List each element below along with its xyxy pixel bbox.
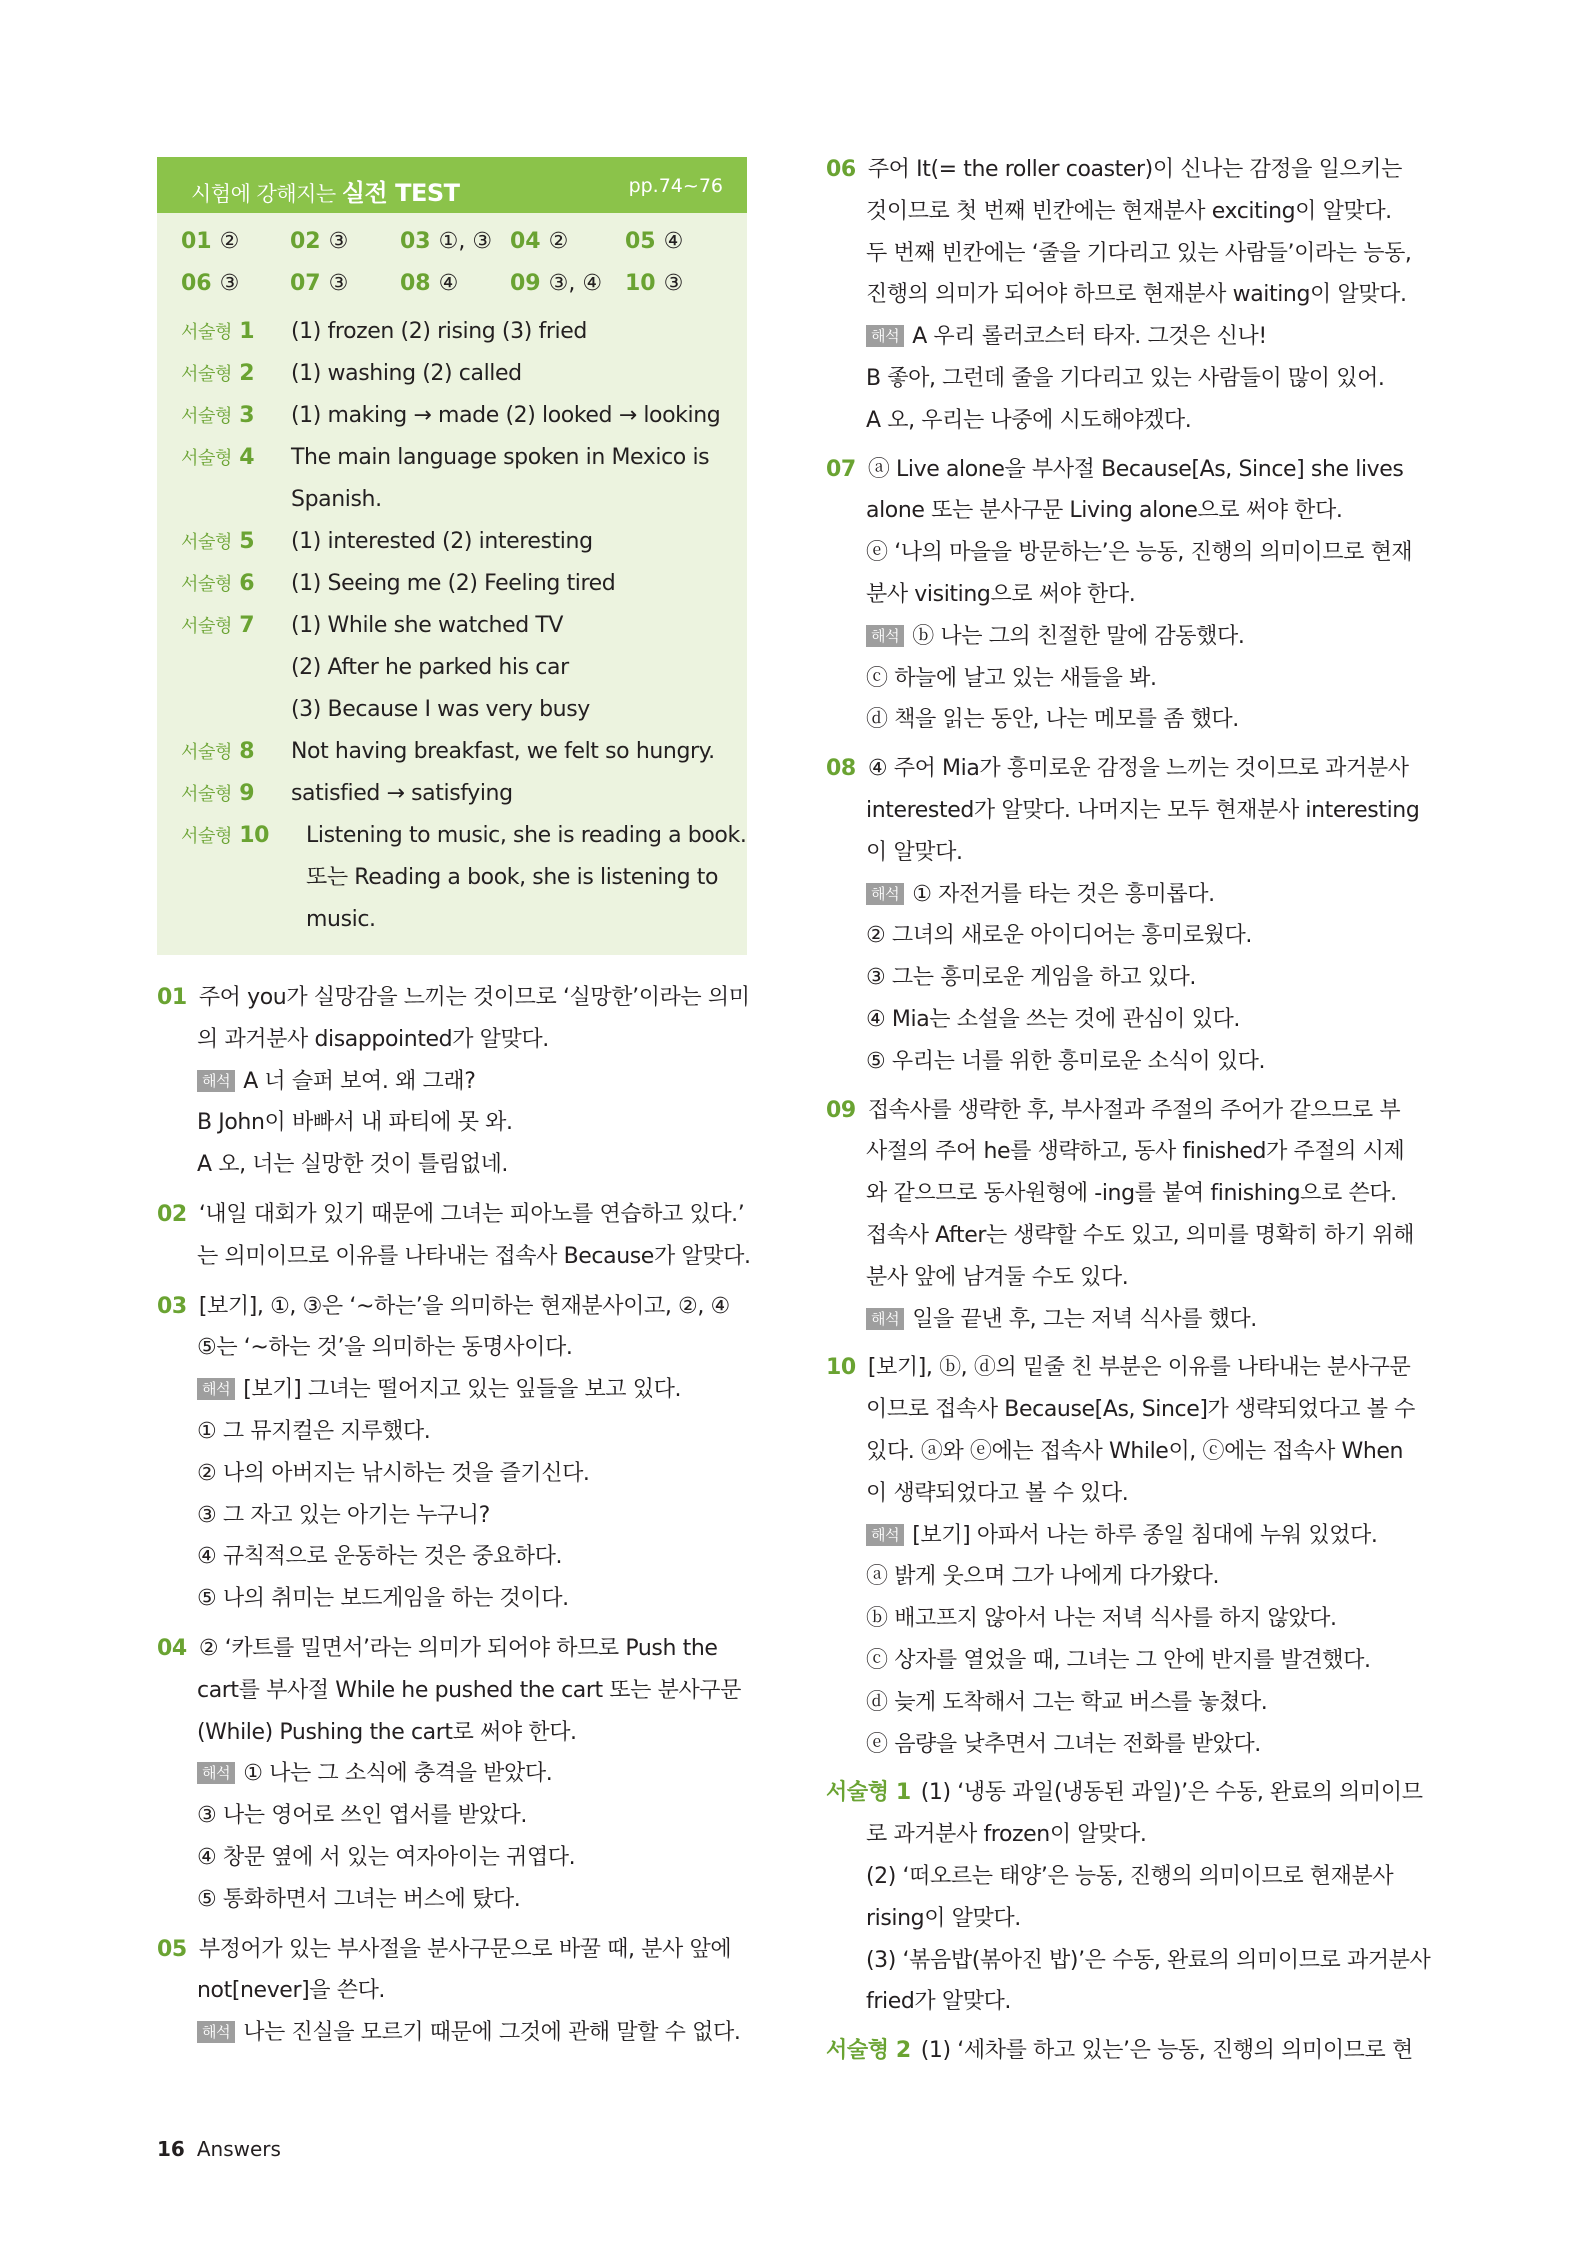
explanation-line	[866, 538, 1412, 568]
mc-answer-value: ③	[663, 271, 684, 296]
explanation-text: ⓓ 늦게 도착해서 그는 학교 버스를 놓쳤다.	[866, 1689, 1268, 1715]
explanation-line	[866, 1862, 1393, 1892]
explanation-start	[826, 455, 1404, 485]
written-number: 2	[231, 361, 255, 386]
explanation-start	[157, 983, 750, 1013]
written-answer-line	[181, 359, 741, 389]
explanation-line	[197, 1417, 430, 1447]
explanation-line	[197, 1150, 508, 1180]
mc-answer: 05 ④	[625, 229, 684, 254]
explanation-text: 일을 끝낸 후, 그는 저녁 식사를 했다.	[912, 1306, 1257, 1332]
explanation-text: 로 과거분사 frozen이 알맞다.	[866, 1822, 1147, 1848]
explanation-line	[866, 1730, 1261, 1760]
explanation-text: ⓑ 나는 그의 친절한 말에 감동했다.	[912, 623, 1245, 649]
explanation-text: ② 나의 아버지는 낚시하는 것을 즐기신다.	[197, 1460, 590, 1486]
explanation-text: not[never]을 쓴다.	[197, 1978, 386, 2004]
written-tag: 서술형 6	[181, 571, 255, 596]
explanation-start	[826, 155, 1402, 185]
explanation-text: ⑤ 우리는 너를 위한 흥미로운 소식이 있다.	[866, 1048, 1266, 1074]
explanation-start	[157, 1292, 730, 1322]
written-answer-text: (1) making → made (2) looked → looking	[291, 403, 721, 428]
explanation-line	[197, 1584, 569, 1614]
explanation-line	[866, 1221, 1414, 1251]
mc-answer-value: ③	[219, 271, 240, 296]
written-tag: 서술형 3	[181, 403, 255, 428]
explanation-line	[197, 1459, 590, 1489]
explanation-text: ① 자전거를 타는 것은 흥미롭다.	[912, 881, 1215, 907]
explanation-text: cart를 부사절 While he pushed the cart 또는 분사구문	[197, 1677, 742, 1703]
explanation-text: 두 번째 빈칸에는 ‘줄을 기다리고 있는 사람들’이라는 능동,	[866, 240, 1412, 266]
explanation-line	[866, 1263, 1128, 1293]
explanation-line	[866, 1137, 1404, 1167]
explanation-start	[157, 1634, 718, 1664]
written-answer-line	[181, 863, 741, 893]
explanation-text: ⓐ Live alone을 부사절 Because[As, Since] she lives	[867, 456, 1404, 482]
written-number: 10	[231, 823, 270, 848]
written-answer-text: music.	[306, 907, 376, 932]
written-answer-line	[181, 905, 741, 935]
explanation-text: 분사 visiting으로 써야 한다.	[866, 582, 1136, 607]
explanation-text: ⓑ 배고프지 않아서 나는 저녁 식사를 하지 않았다.	[866, 1606, 1337, 1632]
explanation-line	[866, 1904, 1021, 1934]
explanation-line	[866, 705, 1239, 735]
mc-answer: 04 ②	[510, 229, 569, 254]
written-tag: 서술형 10	[181, 823, 270, 848]
explanation-text: ⓒ 상자를 열었을 때, 그녀는 그 안에 반지를 발견했다.	[866, 1648, 1371, 1673]
explanation-start	[826, 1096, 1400, 1126]
mc-answer-value: ②	[219, 229, 240, 254]
explanation-line	[197, 1501, 490, 1531]
explanation-text: ④ 주어 Mia가 흥미로운 감정을 느끼는 것이므로 과거분사	[867, 756, 1409, 782]
explanation-text: A 오, 너는 실망한 것이 틀림없네.	[197, 1152, 509, 1178]
written-answer-line	[181, 569, 741, 599]
explanation-line	[197, 1801, 527, 1831]
explanation-text: ④ Mia는 소설을 쓰는 것에 관심이 있다.	[866, 1007, 1240, 1032]
written-answer-text: Listening to music, she is reading a book.	[306, 823, 747, 848]
question-number: 05	[157, 1936, 187, 1962]
explanation-text: [보기], ①, ③은 ‘~하는’을 의미하는 현재분사이고, ②, ④	[198, 1293, 730, 1319]
written-number: 7	[231, 613, 255, 638]
mc-answer: 06 ③	[181, 271, 240, 296]
explanation-line	[866, 197, 1392, 227]
mc-answer: 03 ①, ③	[400, 229, 493, 254]
explanation-line	[866, 1437, 1403, 1467]
mc-answer: 02 ③	[290, 229, 349, 254]
mc-answer-value: ④	[663, 229, 684, 254]
explanation-text: ⓓ 책을 읽는 동안, 나는 메모를 좀 했다.	[866, 707, 1239, 733]
explanation-text: ‘내일 대회가 있기 때문에 그녀는 피아노를 연습하고 있다.’	[198, 1202, 745, 1227]
explanation-text: 주어 you가 실망감을 느끼는 것이므로 ‘실망한’이라는 의미	[198, 985, 750, 1010]
written-number: 6	[231, 571, 255, 596]
explanation-text: ⑤ 통화하면서 그녀는 버스에 탔다.	[197, 1886, 521, 1912]
explanation-text: 있다. ⓐ와 ⓔ에는 접속사 While이, ⓒ에는 접속사 When	[866, 1439, 1404, 1464]
explanation-line	[866, 880, 1215, 910]
explanation-line	[197, 1718, 577, 1748]
explanation-line	[866, 622, 1244, 652]
explanation-text: 부정어가 있는 부사절을 분사구문으로 바꿀 때, 분사 앞에	[198, 1936, 732, 1962]
explanation-text: ⓒ 하늘에 날고 있는 새들을 봐.	[866, 665, 1157, 691]
explanation-line	[866, 496, 1342, 526]
explanation-text: (While) Pushing the cart로 써야 한다.	[197, 1719, 577, 1745]
explanation-text: (1) ‘세차를 하고 있는’은 능동, 진행의 의미이므로 현	[920, 2038, 1413, 2064]
explanation-line	[866, 1179, 1397, 1209]
mc-answer: 09 ③, ④	[510, 271, 603, 296]
explanation-text: A 오, 우리는 나중에 시도해야겠다.	[866, 407, 1192, 433]
written-answer-line	[181, 401, 741, 431]
explanation-text: (1) ‘냉동 과일(냉동된 과일)’은 수동, 완료의 의미이므	[920, 1780, 1423, 1806]
explanation-text: 이 알맞다.	[866, 839, 963, 865]
explanation-text: ⓐ 밝게 웃으며 그가 나에게 다가왔다.	[866, 1564, 1220, 1590]
question-number: 서술형 2	[826, 2038, 911, 2064]
written-answer-text: Spanish.	[291, 487, 382, 512]
question-number: 서술형 1	[826, 1780, 911, 1806]
explanation-line	[866, 406, 1191, 436]
explanation-line	[197, 1976, 385, 2006]
translation-label: 해석	[197, 1070, 235, 1092]
written-answer-line	[181, 485, 741, 515]
explanation-line	[866, 1521, 1378, 1551]
explanation-text: ③ 나는 영어로 쓰인 엽서를 받았다.	[197, 1803, 527, 1829]
explanation-text: 접속사 After는 생략할 수도 있고, 의미를 명확히 하기 위해	[866, 1223, 1415, 1248]
written-answer-text: satisfied → satisfying	[291, 781, 513, 806]
explanation-line	[866, 364, 1385, 394]
explanation-text: ① 나는 그 소식에 충격을 받았다.	[243, 1761, 553, 1787]
explanation-start	[826, 1353, 1410, 1383]
explanation-text: 나는 진실을 모르기 때문에 그것에 관해 말할 수 없다.	[243, 2020, 741, 2046]
written-number: 8	[231, 739, 255, 764]
written-answer-text: 또는 Reading a book, she is listening to	[306, 865, 719, 890]
written-answer-line	[181, 527, 741, 557]
explanation-line	[197, 1108, 513, 1138]
written-tag: 서술형 1	[181, 319, 255, 344]
written-answer-line	[181, 443, 741, 473]
question-number: 10	[826, 1355, 856, 1381]
explanation-text: 이 생략되었다고 볼 수 있다.	[866, 1480, 1129, 1506]
question-number: 09	[826, 1097, 856, 1123]
explanation-line	[866, 963, 1196, 993]
question-number: 01	[157, 985, 187, 1010]
mc-answer-value: ④	[438, 271, 459, 296]
translation-label: 해석	[866, 1308, 904, 1330]
written-tag: 서술형 5	[181, 529, 255, 554]
explanation-text: A 우리 롤러코스터 타자. 그것은 신나!	[912, 324, 1267, 350]
explanation-line	[197, 1333, 572, 1363]
written-number: 4	[231, 445, 255, 470]
explanation-text: (3) ‘볶음밥(볶아진 밥)’은 수동, 완료의 의미이므로 과거분사	[866, 1947, 1431, 1973]
footer-label: Answers	[196, 2137, 281, 2161]
mc-answer-value: ②	[548, 229, 569, 254]
question-number: 08	[826, 756, 856, 782]
written-answer-text: (1) While she watched TV	[291, 613, 564, 638]
explanation-line	[866, 1646, 1371, 1676]
explanation-line	[866, 1562, 1219, 1592]
explanation-text: ② 그녀의 새로운 아이디어는 흥미로웠다.	[866, 923, 1252, 949]
explanation-text: ⑤는 ‘~하는 것’을 의미하는 동명사이다.	[197, 1335, 573, 1361]
written-answer-line	[181, 779, 741, 809]
translation-label: 해석	[866, 625, 904, 647]
translation-label: 해석	[866, 1524, 904, 1546]
explanation-start	[826, 754, 1409, 784]
explanation-text: 이므로 접속사 Because[As, Since]가 생략되었다고 볼 수	[866, 1397, 1416, 1423]
explanation-text: B John이 바빠서 내 파티에 못 와.	[197, 1110, 513, 1136]
explanation-text: ③ 그 자고 있는 아기는 누구니?	[197, 1502, 490, 1528]
written-answer-text: (3) Because I was very busy	[291, 697, 590, 722]
written-answer-text: (1) Seeing me (2) Feeling tired	[291, 571, 616, 596]
explanation-line	[866, 1820, 1146, 1850]
mc-answer-value: ③	[328, 229, 349, 254]
explanation-text: ⑤ 나의 취미는 보드게임을 하는 것이다.	[197, 1586, 569, 1612]
translation-label: 해석	[197, 1378, 235, 1400]
question-number: 02	[157, 1202, 187, 1227]
page-footer	[157, 2137, 281, 2161]
answer-key-header	[157, 157, 747, 213]
explanation-text: [보기] 그녀는 떨어지고 있는 잎들을 보고 있다.	[243, 1377, 682, 1403]
mc-answer: 10 ③	[625, 271, 684, 296]
written-tag: 서술형 2	[181, 361, 255, 386]
explanation-text: fried가 알맞다.	[866, 1989, 1011, 2015]
explanation-text: 분사 앞에 남겨둘 수도 있다.	[866, 1264, 1129, 1290]
explanation-line	[866, 1047, 1265, 1077]
written-answer-line	[181, 317, 741, 347]
explanation-text: interested가 알맞다. 나머지는 모두 현재분사 interesting	[866, 798, 1420, 823]
explanation-text: 사절의 주어 he를 생략하고, 동사 finished가 주절의 시제	[866, 1139, 1405, 1165]
written-number: 9	[231, 781, 255, 806]
explanation-line	[197, 1067, 476, 1097]
question-number: 04	[157, 1636, 187, 1661]
explanation-line	[197, 1025, 549, 1055]
mc-answer: 08 ④	[400, 271, 459, 296]
explanation-text: B 좋아, 그런데 줄을 기다리고 있는 사람들이 많이 있어.	[866, 366, 1385, 391]
mc-answer: 01 ②	[181, 229, 240, 254]
explanation-start	[826, 2036, 1413, 2066]
written-answer-line	[181, 821, 747, 851]
mc-answer-value: ③, ④	[548, 271, 603, 296]
explanation-text: 는 의미이므로 이유를 나타내는 접속사 Because가 알맞다.	[197, 1243, 751, 1269]
question-number: 06	[826, 157, 856, 182]
page-range: pp.74~76	[628, 175, 723, 197]
page-number: 16	[157, 2137, 185, 2161]
explanation-line	[866, 1395, 1415, 1425]
translation-label: 해석	[866, 325, 904, 347]
written-tag: 서술형 7	[181, 613, 255, 638]
written-number: 5	[231, 529, 255, 554]
explanation-line	[866, 921, 1252, 951]
explanation-line	[866, 1005, 1240, 1035]
explanation-text: ④ 규칙적으로 운동하는 것은 중요하다.	[197, 1544, 563, 1570]
explanation-line	[866, 1946, 1430, 1976]
explanation-text: 주어 It(= the roller coaster)이 신나는 감정을 일으키는	[867, 157, 1403, 182]
explanation-text: rising이 알맞다.	[866, 1905, 1021, 1931]
explanation-line	[197, 2018, 740, 2048]
explanation-line	[197, 1676, 741, 1706]
written-number: 3	[231, 403, 255, 428]
explanation-text: ⓔ 음량을 낮추면서 그녀는 전화를 받았다.	[866, 1731, 1261, 1757]
explanation-line	[866, 796, 1419, 826]
explanation-line	[197, 1843, 575, 1873]
translation-label: 해석	[197, 1762, 235, 1784]
explanation-line	[197, 1542, 562, 1572]
written-tag: 서술형 4	[181, 445, 255, 470]
explanation-line	[866, 239, 1412, 269]
written-answer-line	[181, 695, 741, 725]
written-answer-text: (1) washing (2) called	[291, 361, 522, 386]
explanation-start	[826, 1778, 1423, 1808]
written-answer-line	[181, 611, 741, 641]
mc-answer-value: ③	[328, 271, 349, 296]
explanation-text: (2) ‘떠오르는 태양’은 능동, 진행의 의미이므로 현재분사	[866, 1864, 1394, 1889]
explanation-text: 와 같으므로 동사원형에 -ing를 붙여 finishing으로 쓴다.	[866, 1181, 1397, 1207]
explanation-line	[866, 322, 1267, 352]
explanation-line	[866, 580, 1135, 610]
translation-label: 해석	[866, 883, 904, 905]
explanation-text: 진행의 의미가 되어야 하므로 현재분사 waiting이 알맞다.	[866, 282, 1407, 308]
written-answer-text: (1) interested (2) interesting	[291, 529, 593, 554]
explanation-text: ③ 그는 흥미로운 게임을 하고 있다.	[866, 965, 1196, 991]
written-answer-line	[181, 653, 741, 683]
explanation-line	[866, 1479, 1128, 1509]
explanation-start	[157, 1200, 744, 1230]
explanation-line	[866, 1305, 1257, 1335]
explanation-line	[866, 838, 963, 868]
question-number: 03	[157, 1293, 187, 1319]
written-answer-text: (2) After he parked his car	[291, 655, 569, 680]
explanation-text: 의 과거분사 disappointed가 알맞다.	[197, 1026, 549, 1052]
explanation-text: alone 또는 분사구문 Living alone으로 써야 한다.	[866, 498, 1343, 524]
written-tag: 서술형 8	[181, 739, 255, 764]
explanation-line	[866, 664, 1157, 694]
explanation-text: ④ 창문 옆에 서 있는 여자아이는 귀엽다.	[197, 1845, 576, 1870]
explanation-text: [보기] 아파서 나는 하루 종일 침대에 누워 있었다.	[912, 1522, 1378, 1548]
explanation-text: ① 그 뮤지컬은 지루했다.	[197, 1419, 431, 1444]
explanation-text: [보기], ⓑ, ⓓ의 밑줄 친 부분은 이유를 나타내는 분사구문	[867, 1355, 1411, 1381]
written-answer-text: Not having breakfast, we felt so hungry.	[291, 739, 715, 764]
explanation-start	[157, 1935, 731, 1965]
explanation-text: ⓔ ‘나의 마을을 방문하는’은 능동, 진행의 의미이므로 현재	[866, 540, 1413, 566]
answer-key-title: 시험에 강해지는 실전 TEST	[191, 179, 460, 207]
explanation-text: 접속사를 생략한 후, 부사절과 주절의 주어가 같으므로 부	[867, 1097, 1401, 1123]
mc-answer-value: ①, ③	[438, 229, 493, 254]
explanation-text: A 너 슬퍼 보여. 왜 그래?	[243, 1068, 476, 1094]
mc-answer: 07 ③	[290, 271, 349, 296]
explanation-line	[197, 1885, 520, 1915]
explanation-line	[197, 1375, 681, 1405]
explanation-line	[866, 280, 1407, 310]
question-number: 07	[826, 456, 856, 482]
written-answer-text: The main language spoken in Mexico is	[291, 445, 710, 470]
explanation-line	[197, 1759, 552, 1789]
explanation-line	[866, 1987, 1011, 2017]
explanation-line	[197, 1242, 751, 1272]
written-number: 1	[231, 319, 255, 344]
translation-label: 해석	[197, 2021, 235, 2043]
written-answer-line	[181, 737, 741, 767]
explanation-text: 것이므로 첫 번째 빈칸에는 현재분사 exciting이 알맞다.	[866, 198, 1392, 224]
explanation-line	[866, 1688, 1267, 1718]
written-tag: 서술형 9	[181, 781, 255, 806]
explanation-line	[866, 1604, 1337, 1634]
written-answer-text: (1) frozen (2) rising (3) fried	[291, 319, 587, 344]
explanation-text: ② ‘카트를 밀면서’라는 의미가 되어야 하므로 Push the	[198, 1636, 718, 1661]
